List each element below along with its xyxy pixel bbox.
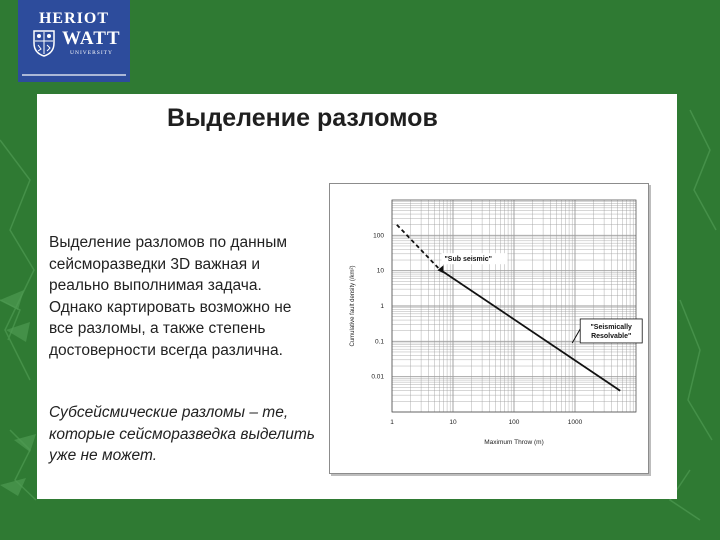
y-tick-label: 100	[373, 232, 384, 240]
annotation-arrow-1	[437, 265, 443, 273]
x-tick-label: 1000	[567, 419, 583, 426]
annotation-arrow-2	[572, 329, 580, 343]
annotation-label-2-line-1: "Seismically	[590, 323, 632, 331]
series-line-1	[397, 225, 440, 270]
y-tick-label: 10	[376, 267, 384, 275]
chart-grid	[392, 200, 636, 412]
italic-paragraph: Субсейсмические разломы – те, которые сейсморазведка выделить уже не может.	[49, 404, 315, 464]
chart-svg	[330, 184, 648, 473]
x-tick-label: 1	[390, 419, 394, 426]
y-tick-label: 0.1	[374, 338, 384, 346]
logo-line-2: WATT	[62, 28, 121, 49]
x-tick-label: 100	[508, 419, 520, 426]
fault-density-chart	[329, 183, 649, 474]
x-axis-label: Maximum Throw (m)	[484, 439, 544, 446]
logo-underline	[22, 74, 126, 76]
x-tick-label: 10	[449, 419, 457, 426]
slide-content	[37, 94, 677, 499]
annotation-label-2-line-2: Resolvable"	[591, 332, 632, 340]
y-tick-label: 0.01	[371, 373, 384, 381]
slide-title: Выделение разломов	[167, 104, 438, 132]
y-axis-label: Cumulative fault density (/km²)	[350, 265, 356, 347]
annotation-label-1: "Sub seismic"	[444, 256, 492, 264]
crest-icon	[32, 29, 56, 57]
heriot-watt-logo	[18, 0, 130, 82]
logo-line-3: UNIVERSITY	[70, 50, 113, 56]
body-paragraph: Выделение разломов по данным сейсморазведки 3D важная и реально выполнимая задача. Однако картировать возможно не все разломы, а также степень достоверности всегда различна.	[49, 234, 292, 359]
y-tick-label: 1	[380, 303, 384, 310]
logo-line-1: HERIOT	[38, 10, 109, 27]
